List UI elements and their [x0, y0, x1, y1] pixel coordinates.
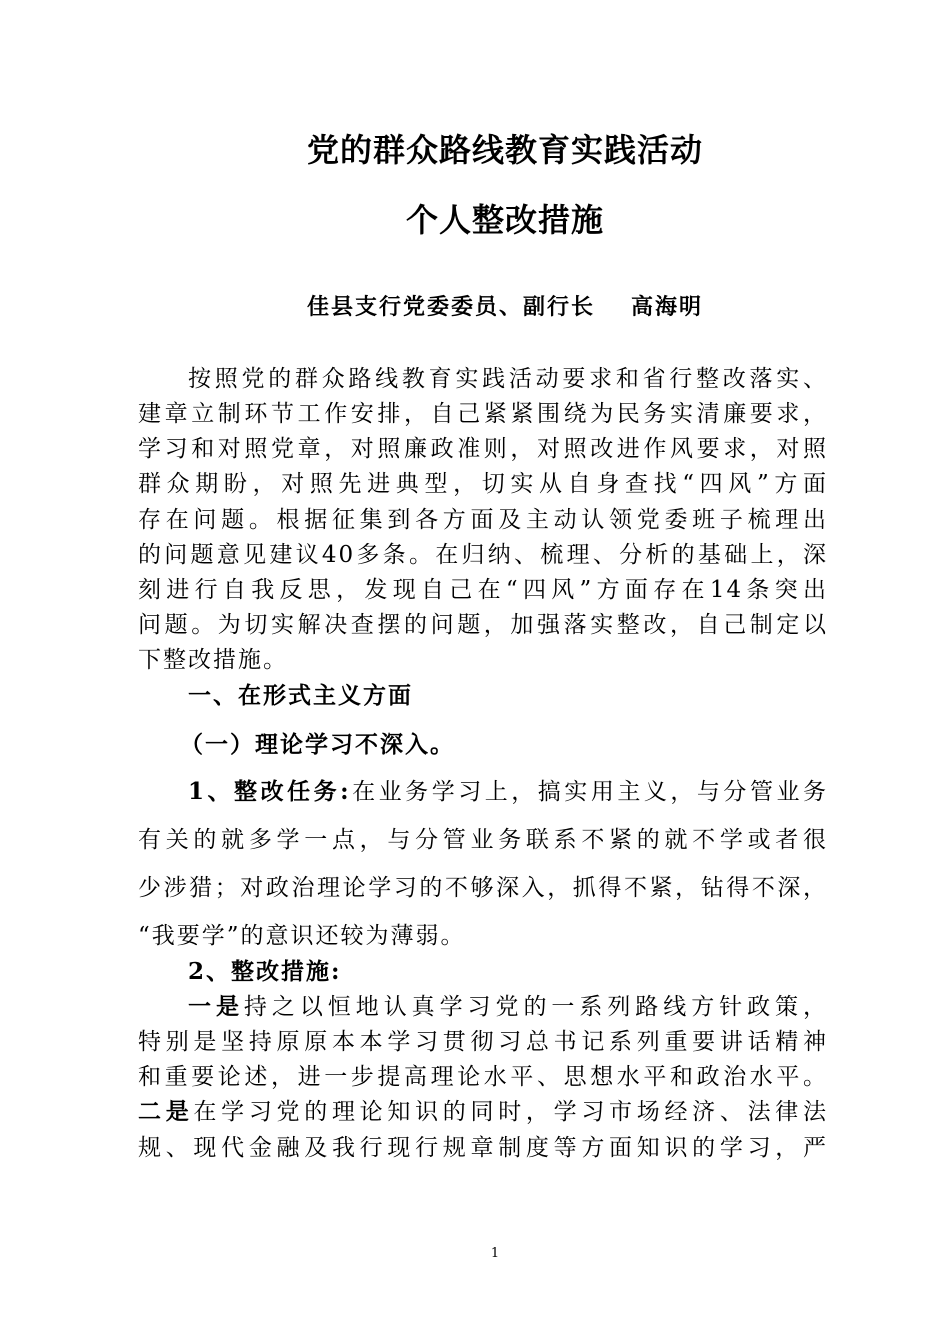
measures-heading: 2、整改措施: [188, 958, 342, 985]
intro-line: 群众期盼，对照先进典型，切实从自身查找“四风”方面 [138, 471, 828, 497]
intro-line: 学习和对照党章，对照廉政准则，对照改进作风要求，对照 [138, 436, 828, 462]
measure-1-label: 一是 [188, 993, 244, 1020]
intro-line: 存在问题。根据征集到各方面及主动认领党委班子梳理出 [138, 507, 828, 533]
author-line [0, 292, 950, 322]
intro-line: 的问题意见建议40多条。在归纳、梳理、分析的基础上，深 [138, 542, 828, 568]
author-role: 佳县支行党委委员、副行长 [306, 294, 595, 320]
task-line [188, 777, 828, 807]
task-label: 1、整改任务: [188, 778, 351, 805]
intro-line: 按照党的群众路线教育实践活动要求和省行整改落实、 [188, 366, 828, 392]
measure-1-text: 持之以恒地认真学习党的一系列路线方针政策， [243, 994, 829, 1020]
document-title-line-2: 个人整改措施 [405, 201, 604, 239]
task-line: 有关的就多学一点，与分管业务联系不紧的就不学或者很 [138, 827, 828, 853]
page-number: 1 [490, 1246, 500, 1261]
intro-line: 刻进行自我反思，发现自己在“四风”方面存在14条突出 [138, 577, 828, 603]
task-text: 在业务学习上，搞实用主义，与分管业务 [350, 779, 829, 805]
section-heading: 一、在形式主义方面 [188, 682, 413, 709]
measure-2-text: 在学习党的理论知识的同时，学习市场经济、法律法 [193, 1099, 829, 1125]
task-line: “我要学”的意识还较为薄弱。 [138, 923, 466, 949]
measure-2-label: 二是 [138, 1098, 194, 1125]
subsection-heading: （一）理论学习不深入。 [180, 731, 455, 758]
intro-line: 问题。为切实解决查摆的问题，加强落实整改，自己制定以 [138, 612, 828, 638]
author-name: 高海明 [631, 294, 704, 320]
intro-line: 下整改措施。 [138, 647, 288, 673]
measure-line [188, 992, 828, 1022]
measure-line: 特别是坚持原原本本学习贯彻习总书记系列重要讲话精神 [138, 1029, 828, 1055]
measure-line: 和重要论述，进一步提高理论水平、思想水平和政治水平。 [138, 1064, 828, 1090]
measure-line [138, 1097, 828, 1127]
document-title-line-1: 党的群众路线教育实践活动 [306, 131, 703, 169]
task-line: 少涉猎；对政治理论学习的不够深入，抓得不紧，钻得不深， [138, 875, 828, 901]
measure-line: 规、现代金融及我行现行规章制度等方面知识的学习，严 [138, 1135, 828, 1161]
intro-line: 建章立制环节工作安排，自己紧紧围绕为民务实清廉要求， [138, 401, 828, 427]
